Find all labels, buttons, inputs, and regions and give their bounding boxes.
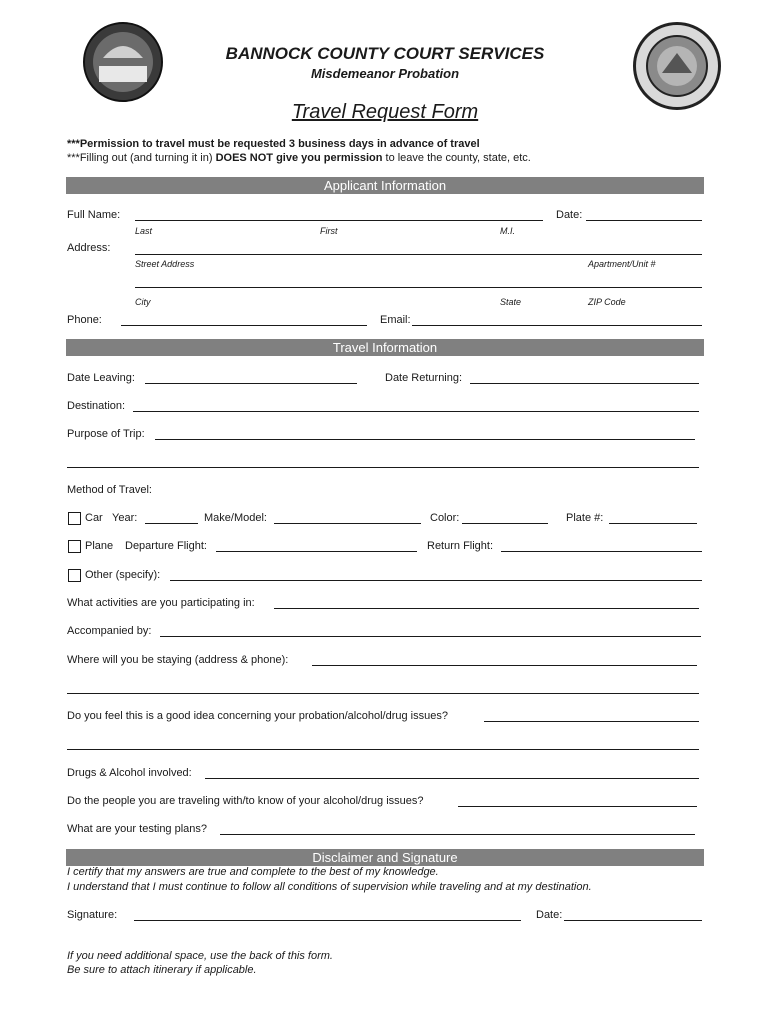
purpose-field-continued[interactable] bbox=[67, 467, 699, 468]
good-idea-field-continued[interactable] bbox=[67, 749, 699, 750]
full-name-field[interactable] bbox=[135, 220, 543, 221]
activities-label: What activities are you participating in: bbox=[67, 597, 255, 609]
color-field[interactable] bbox=[462, 523, 548, 524]
footer-line-1: If you need additional space, use the back of this form. bbox=[67, 950, 333, 962]
date-returning-field[interactable] bbox=[470, 383, 699, 384]
plate-label: Plate #: bbox=[566, 512, 604, 524]
car-year-label: Year: bbox=[112, 512, 138, 524]
form-title: Travel Request Form bbox=[291, 101, 479, 123]
drugs-alcohol-field[interactable] bbox=[205, 778, 699, 779]
email-field[interactable] bbox=[412, 325, 702, 326]
plate-field[interactable] bbox=[609, 523, 697, 524]
apartment-hint: Apartment/Unit # bbox=[588, 259, 656, 269]
staying-label: Where will you be staying (address & phone): bbox=[67, 654, 289, 666]
street-address-field[interactable] bbox=[135, 254, 702, 255]
footer-line-2: Be sure to attach itinerary if applicable. bbox=[67, 964, 257, 976]
full-name-label: Full Name: bbox=[67, 209, 121, 221]
car-year-field[interactable] bbox=[145, 523, 198, 524]
purpose-label: Purpose of Trip: bbox=[67, 428, 145, 440]
testing-plans-field[interactable] bbox=[220, 834, 695, 835]
city-state-zip-field[interactable] bbox=[135, 287, 702, 288]
return-flight-field[interactable] bbox=[501, 551, 702, 552]
other-checkbox[interactable] bbox=[68, 569, 81, 582]
idaho-state-seal bbox=[633, 22, 721, 110]
good-idea-label: Do you feel this is a good idea concerning your probation/alcohol/drug issues? bbox=[67, 710, 448, 722]
phone-field[interactable] bbox=[121, 325, 367, 326]
people-know-field[interactable] bbox=[458, 806, 697, 807]
page-subtitle: Misdemeanor Probation bbox=[310, 66, 460, 81]
notice-permission-bold: DOES NOT give you permission bbox=[215, 152, 383, 164]
car-checkbox[interactable] bbox=[68, 512, 81, 525]
zip-hint: ZIP Code bbox=[588, 297, 626, 307]
destination-label: Destination: bbox=[67, 400, 126, 412]
city-hint: City bbox=[135, 297, 151, 307]
phone-label: Phone: bbox=[67, 314, 102, 326]
date-field[interactable] bbox=[586, 220, 702, 221]
page-title: BANNOCK COUNTY COURT SERVICES bbox=[225, 44, 545, 63]
disclaimer-line-1: I certify that my answers are true and complete to the best of my knowledge. bbox=[67, 866, 439, 878]
email-label: Email: bbox=[380, 314, 411, 326]
activities-field[interactable] bbox=[274, 608, 699, 609]
other-field[interactable] bbox=[170, 580, 702, 581]
notice-permission-pre: ***Filling out (and turning it in) bbox=[67, 152, 216, 164]
purpose-field[interactable] bbox=[155, 439, 695, 440]
departure-flight-label: Departure Flight: bbox=[125, 540, 207, 552]
street-address-hint: Street Address bbox=[135, 259, 195, 269]
last-name-hint: Last bbox=[135, 226, 153, 236]
color-label: Color: bbox=[430, 512, 460, 524]
notice-advance: ***Permission to travel must be requested 3 business days in advance of travel bbox=[67, 138, 480, 150]
date-leaving-field[interactable] bbox=[145, 383, 357, 384]
date-label: Date: bbox=[556, 209, 583, 221]
section-applicant: Applicant Information bbox=[66, 177, 704, 194]
middle-initial-hint: M.I. bbox=[500, 226, 515, 236]
section-disclaimer: Disclaimer and Signature bbox=[66, 849, 704, 866]
signature-label: Signature: bbox=[67, 909, 118, 921]
notice-permission-post: to leave the county, state, etc. bbox=[382, 152, 531, 164]
signature-date-label: Date: bbox=[536, 909, 563, 921]
destination-field[interactable] bbox=[133, 411, 699, 412]
bannock-county-logo bbox=[83, 22, 163, 102]
signature-field[interactable] bbox=[134, 920, 521, 921]
staying-field-continued[interactable] bbox=[67, 693, 699, 694]
accompanied-label: Accompanied by: bbox=[67, 625, 152, 637]
other-label: Other (specify): bbox=[85, 569, 161, 581]
departure-flight-field[interactable] bbox=[216, 551, 417, 552]
plane-label: Plane bbox=[85, 540, 114, 552]
first-name-hint: First bbox=[320, 226, 338, 236]
notice-permission bbox=[67, 152, 531, 164]
testing-plans-label: What are your testing plans? bbox=[67, 823, 208, 835]
logo-graphic bbox=[85, 24, 161, 100]
signature-date-field[interactable] bbox=[564, 920, 702, 921]
state-hint: State bbox=[500, 297, 522, 307]
seal-graphic bbox=[636, 25, 718, 107]
disclaimer-line-2: I understand that I must continue to follow all conditions of supervision while traveling and at my destination. bbox=[67, 881, 592, 893]
good-idea-field[interactable] bbox=[484, 721, 699, 722]
method-label: Method of Travel: bbox=[67, 484, 152, 496]
make-model-label: Make/Model: bbox=[204, 512, 267, 524]
date-leaving-label: Date Leaving: bbox=[67, 372, 135, 384]
return-flight-label: Return Flight: bbox=[427, 540, 494, 552]
accompanied-field[interactable] bbox=[160, 636, 701, 637]
date-returning-label: Date Returning: bbox=[385, 372, 463, 384]
address-label: Address: bbox=[67, 242, 111, 254]
make-model-field[interactable] bbox=[274, 523, 421, 524]
drugs-alcohol-label: Drugs & Alcohol involved: bbox=[67, 767, 192, 779]
section-travel: Travel Information bbox=[66, 339, 704, 356]
people-know-label: Do the people you are traveling with/to know of your alcohol/drug issues? bbox=[67, 795, 424, 807]
plane-checkbox[interactable] bbox=[68, 540, 81, 553]
staying-field[interactable] bbox=[312, 665, 697, 666]
car-label: Car bbox=[85, 512, 103, 524]
